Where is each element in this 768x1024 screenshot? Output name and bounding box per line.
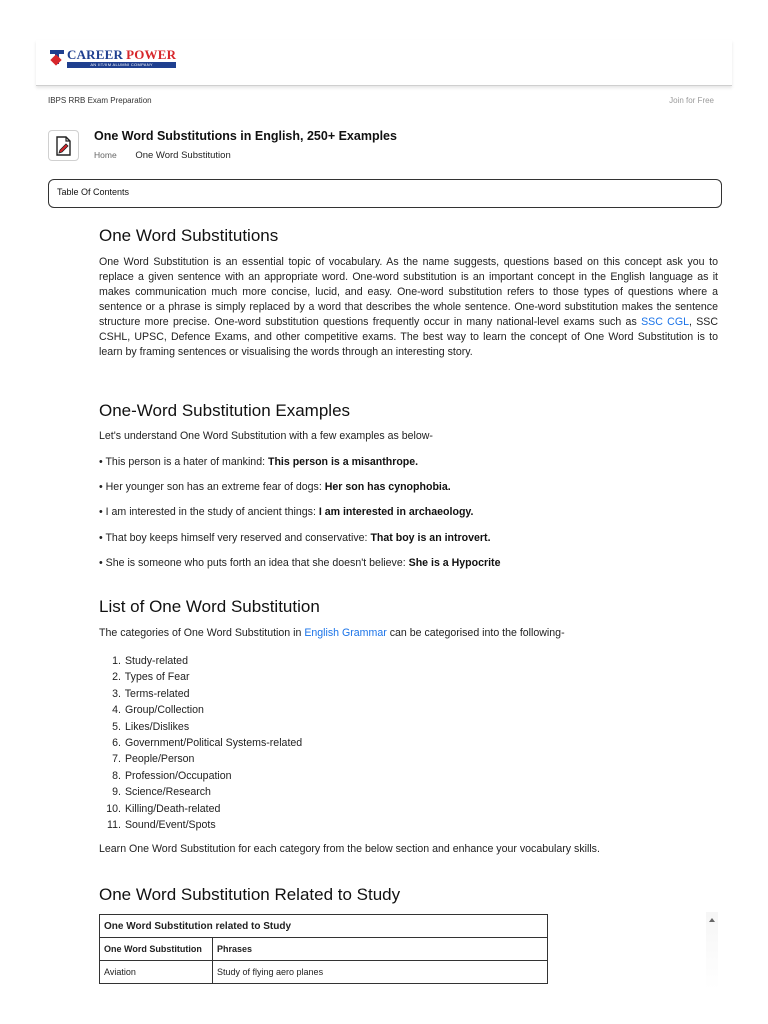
breadcrumb-current: One Word Substitution bbox=[135, 150, 231, 161]
list-item: • This person is a hater of mankind: This person is a misanthrope. bbox=[99, 456, 419, 468]
career-power-logo[interactable] bbox=[50, 48, 176, 68]
page-title: One Word Substitutions in English, 250+ Examples bbox=[94, 129, 397, 143]
list-item: 10. Killing/Death-related bbox=[106, 802, 221, 815]
scroll-up-arrow-icon[interactable] bbox=[709, 918, 715, 922]
career-power-logo-icon bbox=[50, 48, 64, 66]
sub-navigation bbox=[48, 96, 716, 108]
document-pen-icon bbox=[48, 130, 79, 161]
scrollbar[interactable] bbox=[706, 912, 718, 990]
list-item: 1. Study-related bbox=[112, 655, 188, 667]
ssc-cgl-link[interactable]: SSC CGL bbox=[641, 316, 689, 328]
list-item: • She is someone who puts forth an idea that she doesn't believe: She is a Hypocrite bbox=[99, 556, 501, 569]
table-of-contents-toggle[interactable] bbox=[48, 179, 722, 208]
list-item: 3. Terms-related bbox=[112, 687, 190, 700]
intro-paragraph: One Word Substitution is an essential topic of vocabulary. As the name suggests, questions based on this concept ask you to replace a given sentence with an appropriate word. One-word substitution is an important concept in the English language as it makes communication much more concise, lucid, and easy. One-word substitution refers to those types of questions where a sentence or a phrase is simply replaced by a word that describes the whole sentence. One-word substitution makes the sentence structure more precise. One-word substitution questions frequently occur in many national-level exams such as SSC CGL, SSC CSHL, UPSC, Defence Exams, and other competitive exams. The best way to learn the concept of One Word Substitution is to learn by framing sentences or visualising the words through an interesting story. bbox=[99, 256, 719, 358]
table-row bbox=[100, 961, 548, 984]
section-heading-study: One Word Substitution Related to Study bbox=[99, 885, 401, 904]
table-cell: Aviation bbox=[100, 961, 213, 984]
join-for-free-link[interactable]: Join for Free bbox=[669, 96, 714, 105]
table-header-phrases: Phrases bbox=[213, 938, 548, 961]
list-item: 6. Government/Political Systems-related bbox=[112, 736, 303, 749]
list-item: 5. Likes/Dislikes bbox=[112, 720, 190, 733]
table-cell: Study of flying aero planes bbox=[213, 961, 548, 984]
section-heading-examples: One-Word Substitution Examples bbox=[99, 401, 351, 420]
exam-section-link[interactable]: IBPS RRB Exam Preparation bbox=[48, 96, 152, 105]
examples-list bbox=[99, 456, 500, 582]
english-grammar-link[interactable]: English Grammar bbox=[304, 627, 387, 639]
list-item: • That boy keeps himself very reserved and conservative: That boy is an introvert. bbox=[99, 531, 491, 544]
breadcrumb-home[interactable]: Home bbox=[94, 150, 117, 160]
logo-wordmark: CAREER POWER bbox=[67, 47, 177, 62]
list-item: • I am interested in the study of ancient things: I am interested in archaeology. bbox=[99, 506, 474, 519]
list-item: 2. Types of Fear bbox=[112, 671, 190, 684]
page-title-area bbox=[46, 128, 726, 168]
list-item: 4. Group/Collection bbox=[112, 704, 204, 717]
list-item: 11. Sound/Event/Spots bbox=[107, 818, 216, 831]
list-item: • Her younger son has an extreme fear of dogs: Her son has cynophobia. bbox=[99, 481, 451, 494]
categories-outro: Learn One Word Substitution for each category from the below section and enhance your vocabulary skills. bbox=[99, 843, 600, 855]
list-item: 8. Profession/Occupation bbox=[112, 769, 232, 782]
list-item: 7. People/Person bbox=[112, 753, 195, 766]
table-header-word: One Word Substitution bbox=[100, 938, 213, 961]
categories-list bbox=[99, 653, 302, 833]
section-heading-one-word-substitutions: One Word Substitutions bbox=[99, 226, 279, 245]
section-heading-list: List of One Word Substitution bbox=[99, 597, 320, 616]
table-caption: One Word Substitution related to Study bbox=[100, 915, 548, 938]
toc-label: Table Of Contents bbox=[57, 187, 130, 197]
study-table bbox=[99, 914, 548, 984]
list-item: 9. Science/Research bbox=[112, 786, 211, 799]
logo-tagline: AN IIT/IIM ALUMNI COMPANY bbox=[67, 62, 176, 68]
breadcrumb bbox=[94, 150, 231, 161]
top-header-bar bbox=[36, 40, 732, 86]
examples-intro: Let's understand One Word Substitution with a few examples as below- bbox=[99, 430, 433, 442]
categories-intro: The categories of One Word Substitution in English Grammar can be categorised into the following- bbox=[99, 627, 565, 639]
